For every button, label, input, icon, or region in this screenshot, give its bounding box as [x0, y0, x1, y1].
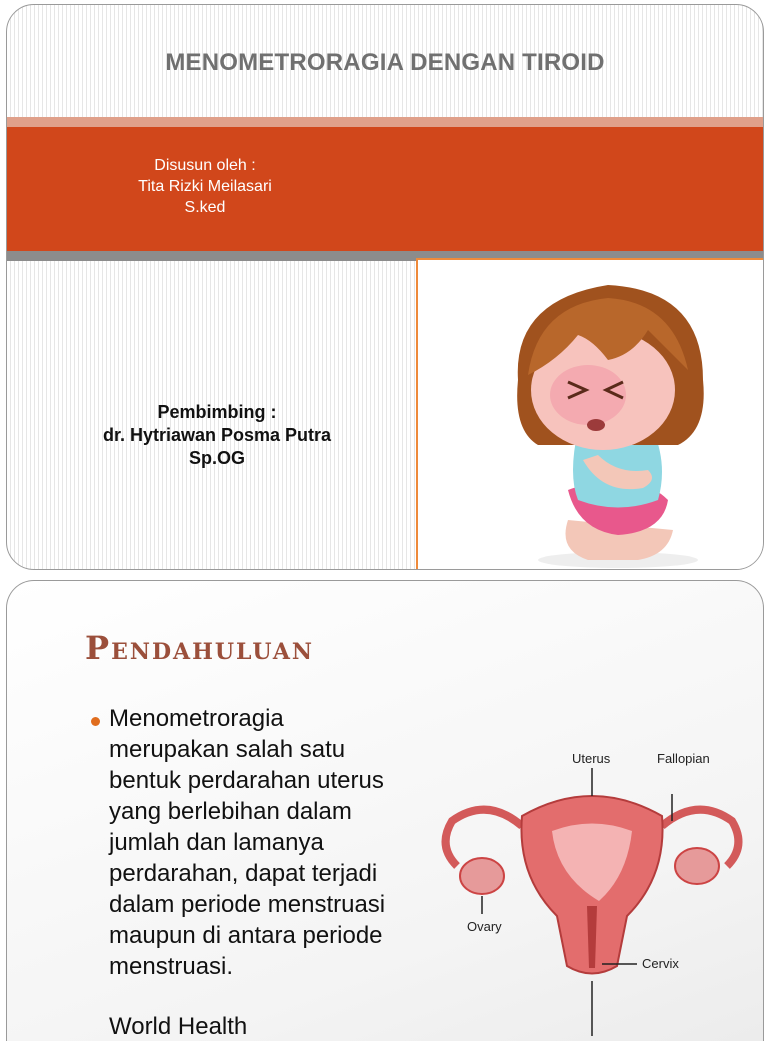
- uterus-diagram: [427, 736, 757, 1036]
- bullet-marker: [91, 717, 100, 726]
- advisor-title: Sp.OG: [188, 448, 245, 468]
- bullet-text: Menometroragia merupakan salah satu bentuk perdarahan uterus yang berlebihan dalam jumlah dan lamanya perdarahan, dapat terjadi dalam periode menstruasi maupun di antara periode menstruasi.: [109, 705, 386, 980]
- cartoon-image: [416, 258, 764, 570]
- slide-title: MENOMETRORAGIA DENGAN TIROID: [165, 49, 605, 76]
- author-block: [87, 155, 323, 218]
- bullet-text-continuation: World Health: [109, 1013, 248, 1040]
- author-label: Disusun oleh :: [154, 157, 256, 174]
- slide-heading: Pendahuluan: [85, 629, 315, 667]
- advisor-label: Pembimbing :: [157, 402, 277, 422]
- uterus-icon: [427, 736, 757, 1036]
- label-fallopian: Fallopian: [657, 751, 710, 766]
- advisor-block: [57, 401, 377, 470]
- advisor-name: dr. Hytriawan Posma Putra: [102, 425, 332, 445]
- author-degree: S.ked: [184, 199, 226, 216]
- label-cervix: Cervix: [642, 956, 679, 971]
- label-uterus: Uterus: [572, 751, 611, 766]
- intro-slide: [6, 580, 764, 1041]
- accent-line-top: [7, 117, 763, 127]
- label-ovary: Ovary: [467, 919, 502, 934]
- author-name: Tita Rizki Meilasari: [138, 178, 272, 195]
- girl-cramps-illustration: [418, 260, 764, 570]
- title-slide: [6, 4, 764, 570]
